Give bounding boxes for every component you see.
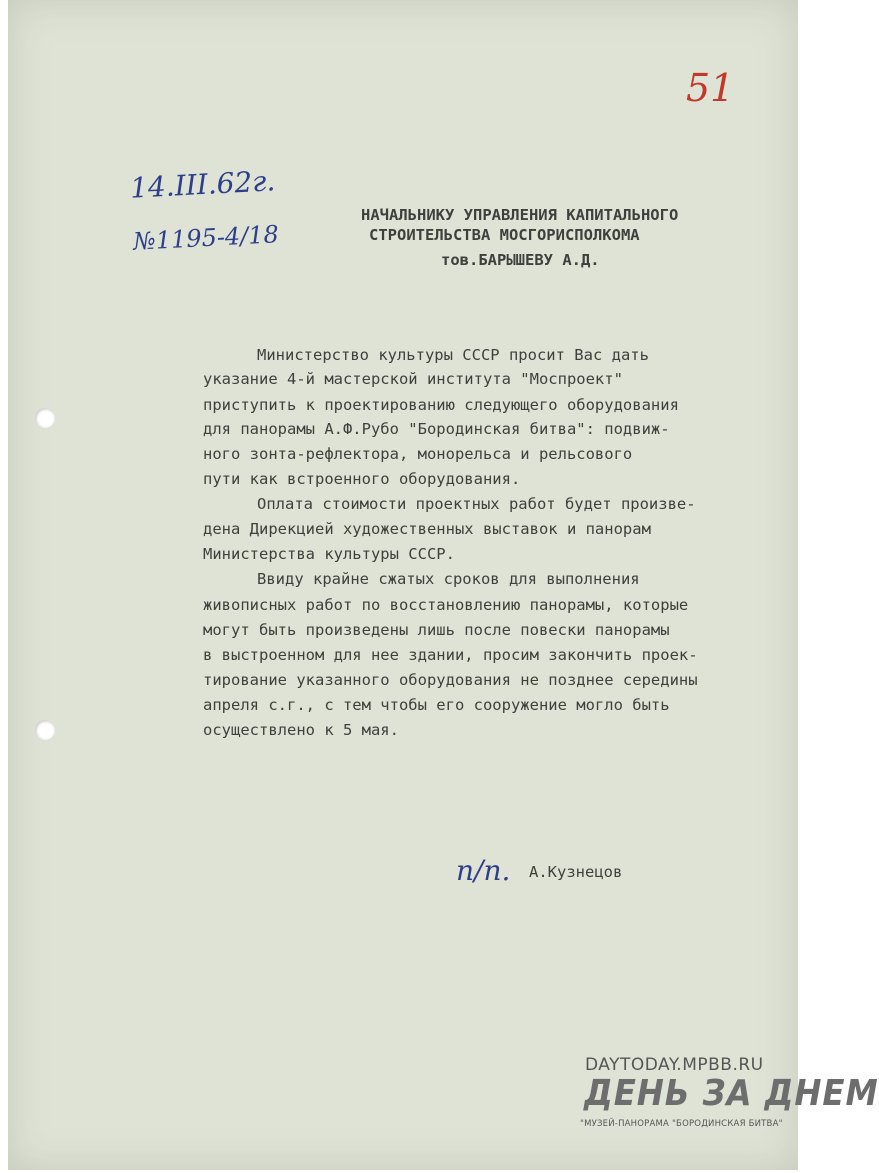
body-line: живописных работ по восстановлению панорамы, которые bbox=[203, 596, 689, 614]
body-line: Ввиду крайне сжатых сроков для выполнения bbox=[257, 570, 640, 588]
registration-number: №1195-4/18 bbox=[132, 220, 280, 256]
body-line: ного зонта-рефлектора, монорельса и рельсового bbox=[203, 445, 633, 463]
body-line: Оплата стоимости проектных работ будет произве- bbox=[257, 495, 696, 513]
document-page bbox=[8, 0, 798, 1170]
page-number: 51 bbox=[686, 66, 735, 110]
body-line: для панорамы А.Ф.Рубо "Бородинская битва": подвиж- bbox=[203, 420, 670, 438]
punch-hole-bottom bbox=[35, 720, 55, 740]
watermark-title: ДЕНЬ ЗА ДНЕМ bbox=[584, 1073, 879, 1114]
addressee-line-3: тов.БАРЫШЕВУ А.Д. bbox=[441, 251, 600, 269]
body-line: осуществлено к 5 мая. bbox=[203, 721, 399, 739]
body-line: Министерства культуры СССР. bbox=[203, 545, 455, 563]
addressee-line-2: СТРОИТЕЛЬСТВА МОСГОРИСПОЛКОМА bbox=[369, 226, 640, 244]
watermark-subtitle: "МУЗЕЙ-ПАНОРАМА "БОРОДИНСКАЯ БИТВА" bbox=[580, 1119, 783, 1129]
body-line: в выстроенном для нее здании, просим закончить проек- bbox=[203, 646, 698, 664]
body-line: пути как встроенного оборудования. bbox=[203, 470, 521, 488]
body-line: могут быть произведены лишь после повески панорамы bbox=[203, 621, 670, 639]
body-line: тирование указанного оборудования не позднее середины bbox=[203, 671, 698, 689]
body-line: Министерство культуры СССР просит Вас дать bbox=[257, 346, 649, 364]
body-line: приступить к проектированию следующего оборудования bbox=[203, 396, 679, 414]
addressee-line-1: НАЧАЛЬНИКУ УПРАВЛЕНИЯ КАПИТАЛЬНОГО bbox=[361, 206, 679, 224]
punch-hole-top bbox=[35, 408, 55, 428]
body-line: указание 4-й мастерской института "Моспроект" bbox=[203, 370, 623, 388]
body-line: апреля с.г., с тем чтобы его сооружение могло быть bbox=[203, 696, 670, 714]
body-line: дена Дирекцией художественных выставок и панорам bbox=[203, 520, 651, 538]
watermark-url: DAYTODAY.MPBB.RU bbox=[585, 1055, 764, 1075]
signature-name: А.Кузнецов bbox=[529, 863, 623, 881]
registration-date: 14.III.62г. bbox=[129, 164, 277, 205]
signature-mark: п/п. bbox=[456, 854, 511, 887]
